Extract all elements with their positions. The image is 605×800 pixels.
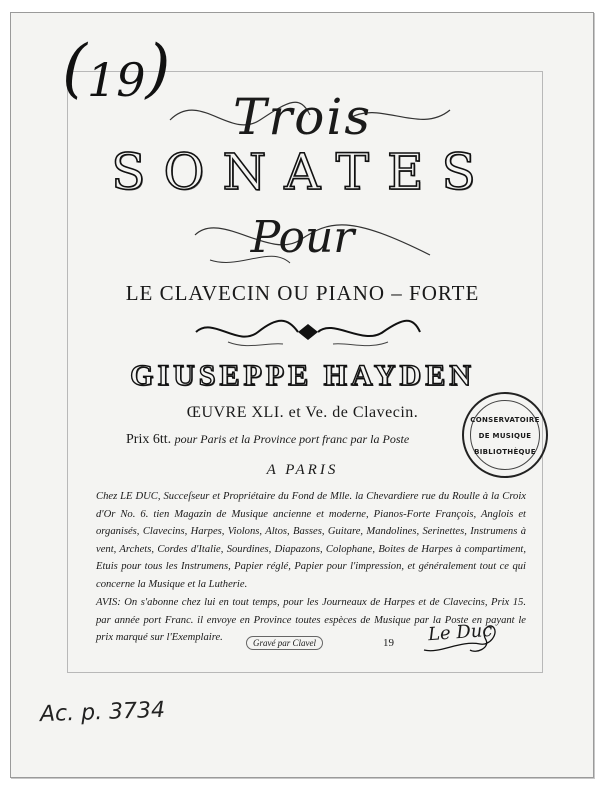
price-terms: pour Paris et la Province port franc par la Poste bbox=[174, 432, 410, 446]
ornamental-divider bbox=[188, 312, 428, 352]
title-pour: Pour bbox=[250, 212, 355, 263]
shelf-number-value: 19 bbox=[86, 53, 146, 107]
plate-number: 19 bbox=[383, 637, 394, 649]
title-instrument: LE CLAVECIN OU PIANO – FORTE bbox=[125, 281, 480, 305]
publisher-signature: Le Duc bbox=[427, 619, 494, 646]
stamp-line-1: CONSERVATOIRE bbox=[470, 416, 540, 424]
stamp-line-2: DE MUSIQUE bbox=[478, 432, 532, 440]
title-trois: Trois bbox=[232, 88, 372, 146]
engraver-credit: Gravé par Clavel bbox=[246, 636, 323, 650]
title-sonates: SONATES bbox=[111, 143, 494, 201]
composer-name: GIUSEPPE HAYDEN bbox=[130, 359, 475, 392]
library-shelfmark: Ac. p. 3734 bbox=[39, 697, 166, 728]
price-lead: Prix 6tt. bbox=[126, 432, 172, 447]
subscription-notice: AVIS: On s'abonne chez lui en tout temps, pour les Journeaux de Harpes et de Clavecins, Prix 15. par année port Franc. il envoye en Province toutes espèces de Musique par la Poste en payant le prix marqué sur l'Exemplaire. bbox=[96, 597, 526, 643]
open-parenthesis: ( bbox=[62, 32, 87, 106]
publisher-city: A PARIS bbox=[266, 462, 339, 478]
opus-line: ŒUVRE XLI. et Ve. de Clavecin. bbox=[186, 404, 419, 421]
price-line bbox=[126, 432, 409, 448]
publisher-imprint: Chez LE DUC, Succeſseur et Propriétaire du Fond de Mlle. la Chevardiere rue du Roulle à la Croix d'Or No. 6. tien Magazin de Musique ancienne et moderne, Pianos-Forte François, Anglois et organisés, Clavecins, Harpes, Violons, Altos, Basses, Guitare, Mandolines, Serinettes, Instrumens à vent, Archets, Cordes d'Italie, Sourdines, Diapazons, Colophane, Boites de Harpes à compartiment, Etuis pour tous les Instrumens, Papier réglé, Papier pour l'impression, et généralement tout ce qui concerne la Musique et la Lutherie. bbox=[96, 491, 526, 590]
library-stamp bbox=[462, 392, 548, 478]
close-parenthesis: ) bbox=[145, 32, 171, 106]
stamp-line-3: BIBLIOTHÈQUE bbox=[474, 448, 536, 456]
